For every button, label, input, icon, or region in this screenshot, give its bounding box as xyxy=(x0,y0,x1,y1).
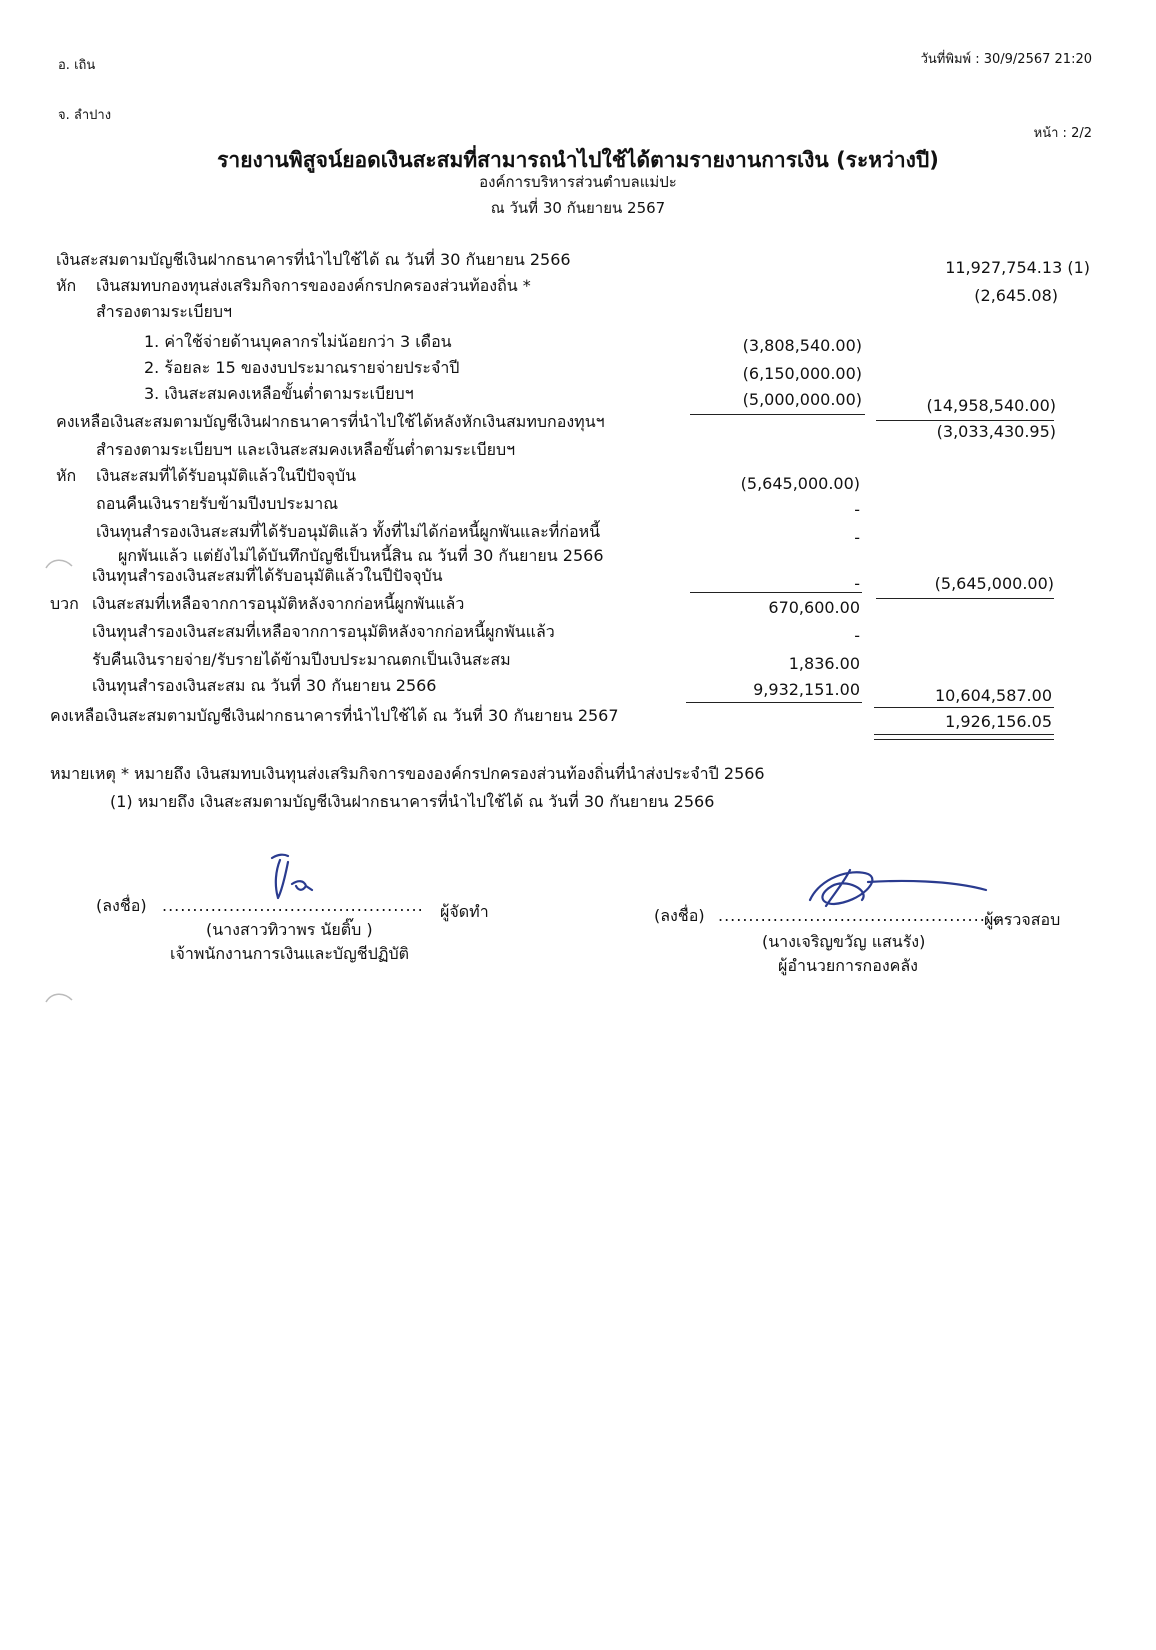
reserve-3-label: 3. เงินสะสมคงเหลือขั้นต่ำตามระเบียบฯ xyxy=(144,384,414,403)
opening-balance-label: เงินสะสมตามบัญชีเงินฝากธนาคารที่นำไปใช้ได้ ณ วันที่ 30 กันยายน 2566 xyxy=(56,250,571,269)
add-1-value: 670,600.00 xyxy=(768,598,860,617)
reviewer-signature-icon xyxy=(790,860,1000,920)
subtotal-rule xyxy=(686,702,862,703)
add-1-label: เงินสะสมที่เหลือจากการอนุมัติหลังจากก่อหนี้ผูกพันแล้ว xyxy=(92,594,465,613)
subtotal-rule xyxy=(876,598,1054,599)
report-title: รายงานพิสูจน์ยอดเงินสะสมที่สามารถนำไปใช้ได้ตามรายงานการเงิน (ระหว่างปี) xyxy=(217,148,939,172)
add-total-value: 10,604,587.00 xyxy=(934,686,1052,705)
organization-name: องค์การบริหารส่วนตำบลแม่ปะ xyxy=(479,173,677,191)
reserve-1-label: 1. ค่าใช้จ่ายด้านบุคลากรไม่น้อยกว่า 3 เดือน xyxy=(144,332,452,351)
note-1: หมายเหตุ * หมายถึง เงินสมทบเงินทุนส่งเสริมกิจการขององค์กรปกครองส่วนท้องถิ่นที่นำส่งประจำปี 2566 xyxy=(50,764,765,783)
fund-contribution-label: เงินสมทบกองทุนส่งเสริมกิจการขององค์กรปกครองส่วนท้องถิ่น * xyxy=(96,276,531,295)
reviewer-sign-line: ............................................... xyxy=(718,906,1005,925)
balance-after-deduction-label-cont: สำรองตามระเบียบฯ และเงินสะสมคงเหลือขั้นต่ำตามระเบียบฯ xyxy=(96,440,516,459)
scan-mark-icon xyxy=(44,556,74,570)
reviewer-position: ผู้อำนวยการกองคลัง xyxy=(778,956,918,975)
add-2-label: เงินทุนสำรองเงินสะสมที่เหลือจากการอนุมัติหลังจากก่อหนี้ผูกพันแล้ว xyxy=(92,622,555,641)
reserve-2-value: (6,150,000.00) xyxy=(742,364,862,383)
note-2: (1) หมายถึง เงินสะสมตามบัญชีเงินฝากธนาคารที่นำไปใช้ได้ ณ วันที่ 30 กันยายน 2566 xyxy=(110,792,715,811)
less-2-total-value: (5,645,000.00) xyxy=(934,574,1054,593)
reviewer-sign-prefix: (ลงชื่อ) xyxy=(654,906,705,925)
add-4-label: เงินทุนสำรองเงินสะสม ณ วันที่ 30 กันยายน 2566 xyxy=(92,676,437,695)
print-date: วันที่พิมพ์ : 30/9/2567 21:20 xyxy=(920,52,1092,67)
preparer-role: ผู้จัดทำ xyxy=(440,902,489,921)
double-underline-bottom xyxy=(874,739,1054,740)
page-number: หน้า : 2/2 xyxy=(1033,126,1092,141)
subtotal-rule xyxy=(876,420,1054,421)
preparer-position: เจ้าพนักงานการเงินและบัญชีปฏิบัติ xyxy=(170,944,410,963)
fund-contribution-value: (2,645.08) xyxy=(974,286,1058,305)
reserve-total-value: (14,958,540.00) xyxy=(926,396,1056,415)
opening-balance-value: 11,927,754.13 (1) xyxy=(945,258,1090,277)
approved-current-value: - xyxy=(854,574,860,593)
preparer-signature-icon xyxy=(262,850,332,910)
reserve-1-value: (3,808,540.00) xyxy=(742,336,862,355)
preparer-name: (นางสาวทิวาพร นัยติ๊บ ) xyxy=(206,920,373,939)
district-label: อ. เถิน xyxy=(58,58,96,73)
add-3-label: รับคืนเงินรายจ่าย/รับรายได้ข้ามปีงบประมาณตกเป็นเงินสะสม xyxy=(92,650,511,669)
less-prefix-2: หัก xyxy=(56,466,77,485)
approved-reserve-value: - xyxy=(854,528,860,547)
approved-savings-value: (5,645,000.00) xyxy=(740,474,860,493)
closing-balance-value: 1,926,156.05 xyxy=(945,712,1052,731)
add-3-value: 1,836.00 xyxy=(788,654,860,673)
add-4-value: 9,932,151.00 xyxy=(753,680,860,699)
closing-balance-label: คงเหลือเงินสะสมตามบัญชีเงินฝากธนาคารที่นำไปใช้ได้ ณ วันที่ 30 กันยายน 2567 xyxy=(50,706,619,725)
less-prefix-1: หัก xyxy=(56,276,77,295)
subtotal-rule xyxy=(690,592,862,593)
preparer-sign-line: ........................................... xyxy=(162,896,424,915)
reserve-2-label: 2. ร้อยละ 15 ของงบประมาณรายจ่ายประจำปี xyxy=(144,358,460,377)
preparer-sign-prefix: (ลงชื่อ) xyxy=(96,896,147,915)
balance-after-deduction-label: คงเหลือเงินสะสมตามบัญชีเงินฝากธนาคารที่นำไปใช้ได้หลังหักเงินสมทบกองทุนฯ xyxy=(56,412,605,431)
reviewer-role: ผู้ตรวจสอบ xyxy=(984,910,1061,929)
scan-mark-icon xyxy=(44,990,74,1004)
refund-value: - xyxy=(854,500,860,519)
balance-after-deduction-value: (3,033,430.95) xyxy=(936,422,1056,441)
approved-savings-label: เงินสะสมที่ได้รับอนุมัติแล้วในปีปัจจุบัน xyxy=(96,466,357,485)
province-label: จ. ลำปาง xyxy=(58,108,112,123)
approved-current-label: เงินทุนสำรองเงินสะสมที่ได้รับอนุมัติแล้วในปีปัจจุบัน xyxy=(92,566,443,585)
add-2-value: - xyxy=(854,626,860,645)
double-underline-top xyxy=(874,734,1054,735)
refund-label: ถอนคืนเงินรายรับข้ามปีงบประมาณ xyxy=(96,494,339,513)
reserve-label: สำรองตามระเบียบฯ xyxy=(96,302,233,321)
report-date: ณ วันที่ 30 กันยายน 2567 xyxy=(490,199,666,217)
add-prefix: บวก xyxy=(50,594,79,613)
approved-reserve-label: เงินทุนสำรองเงินสะสมที่ได้รับอนุมัติแล้ว ทั้งที่ไม่ได้ก่อหนี้ผูกพันและที่ก่อหนี้ xyxy=(96,522,601,541)
approved-reserve-label-cont: ผูกพันแล้ว แต่ยังไม่ได้บันทึกบัญชีเป็นหนี้สิน ณ วันที่ 30 กันยายน 2566 xyxy=(118,546,604,565)
subtotal-rule xyxy=(690,414,865,415)
reserve-3-value: (5,000,000.00) xyxy=(742,390,862,409)
reviewer-name: (นางเจริญขวัญ แสนรัง) xyxy=(762,932,926,951)
subtotal-rule xyxy=(874,707,1054,708)
